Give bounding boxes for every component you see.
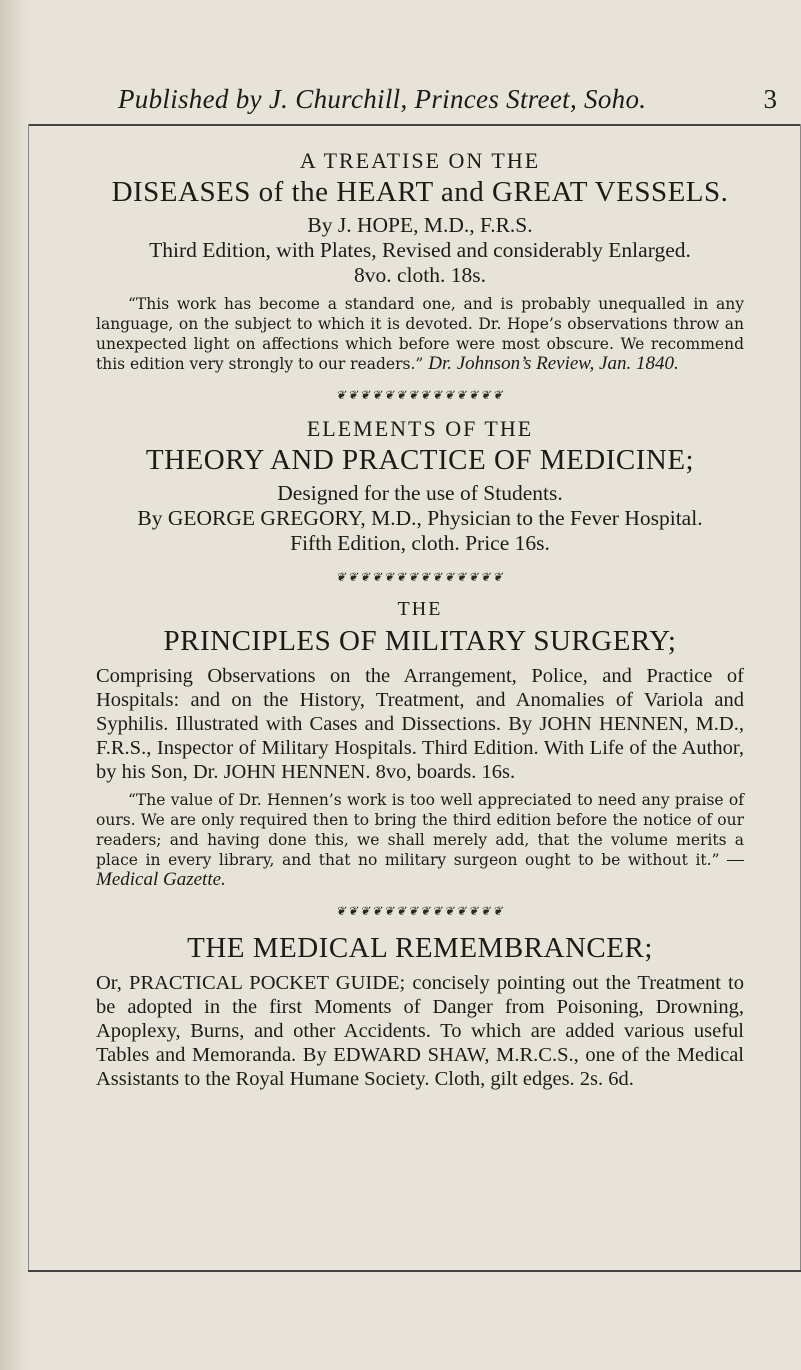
entry-review-quote — [96, 790, 744, 890]
entry-purpose: Designed for the use of Students. — [277, 481, 563, 505]
entry-hennen-surgery — [96, 625, 744, 658]
entry-description: Comprising Observations on the Arrangement, Police, and Practice of Hospitals: and on the History, Treatment, and Anomalies of Variola and Syphilis. Illustrated with Cases and Dissections. By JOHN HENNEN, M.D., F.R.S., Inspector of Military Hospitals. Third Edition. With Life of the Author, by his Son, Dr. JOHN HENNEN. 8vo, boards. 16s. — [96, 665, 744, 783]
review-text: “The value of Dr. Hennen’s work is too well appreciated to need any praise of ours. We are only required then to bring the third edition before the notice of our readers; and having done this, we shall merely add, that the volume merits a place in every library, and that no military surgeon ought to be without it.” — [96, 791, 744, 869]
running-head: Published by J. Churchill, Princes Street, Soho. — [118, 84, 647, 114]
entry-price: 8vo. cloth. 18s. — [354, 263, 486, 287]
entry-author: By GEORGE GREGORY, M.D., Physician to the Fever Hospital. — [137, 506, 703, 530]
entry-hope-heart — [96, 148, 744, 288]
entry-price: Fifth Edition, cloth. Price 16s. — [290, 531, 550, 555]
entry-title-prefix: ELEMENTS OF THE — [306, 416, 534, 441]
ornament-divider: ❦❦❦❦❦❦❦❦❦❦❦❦❦❦ — [335, 570, 505, 584]
ornament-divider: ❦❦❦❦❦❦❦❦❦❦❦❦❦❦ — [335, 388, 505, 402]
entry-edition: Third Edition, with Plates, Revised and considerably Enlarged. — [149, 238, 691, 262]
entry-author: By J. HOPE, M.D., F.R.S. — [307, 213, 533, 237]
entry-title: THE MEDICAL REMEMBRANCER; — [187, 932, 653, 964]
frame-left — [28, 124, 29, 1272]
review-source: —Medical Gazette. — [96, 849, 744, 890]
entry-title: PRINCIPLES OF MILITARY SURGERY; — [163, 625, 677, 657]
bottom-rule — [28, 1270, 801, 1272]
page-number: 3 — [763, 84, 777, 114]
review-source: Dr. Johnson’s Review, Jan. 1840. — [428, 353, 679, 374]
review-text: “This work has become a standard one, and is probably unequalled in any language, on the subject to which it is devoted. Dr. Hope’s observations throw an unexpected light on affections which before were most obscure. We recommend this edition very strongly to our readers.” — [96, 295, 744, 373]
ornament-divider: ❦❦❦❦❦❦❦❦❦❦❦❦❦❦ — [335, 904, 505, 918]
entry-gregory-medicine — [96, 416, 744, 556]
entry-title-prefix: A TREATISE ON THE — [299, 148, 541, 173]
entry-title: DISEASES of the HEART and GREAT VESSELS. — [111, 176, 729, 208]
page-binding-edge — [0, 0, 28, 1370]
advertisement-content — [96, 140, 744, 1091]
entry-review-quote — [96, 294, 744, 374]
entry-title-prefix: THE — [397, 598, 443, 620]
entry-title: THEORY AND PRACTICE OF MEDICINE; — [145, 444, 695, 476]
entry-shaw-remembrancer — [96, 932, 744, 965]
top-rule — [28, 124, 801, 126]
entry-description: Or, PRACTICAL POCKET GUIDE; concisely pointing out the Treatment to be adopted in the first Moments of Danger from Poisoning, Drowning, Apoplexy, Burns, and other Accidents. To which are added various useful Tables and Memoranda. By EDWARD SHAW, M.R.C.S., one of the Medical Assistants to the Royal Humane Society. Cloth, gilt edges. 2s. 6d. — [96, 972, 744, 1090]
